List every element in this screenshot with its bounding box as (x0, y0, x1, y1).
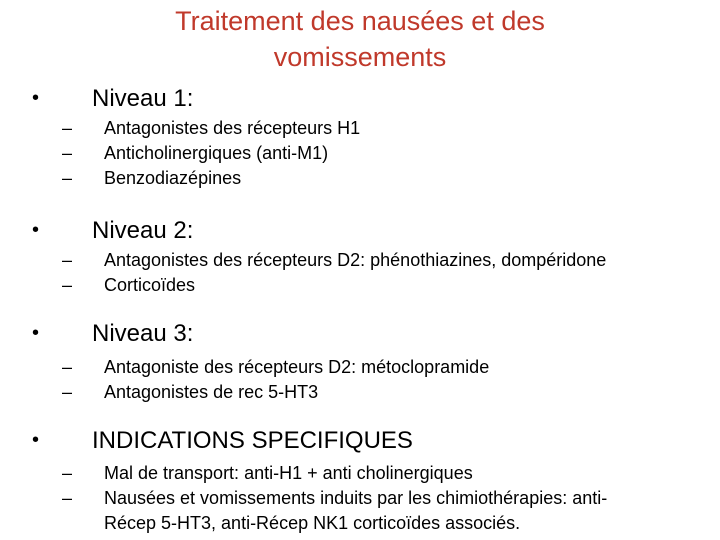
section-heading-niveau-3 (0, 320, 720, 354)
list-item-text: Antagonistes des récepteurs H1 (104, 118, 361, 138)
list-item-text: Antagonistes des récepteurs D2: phénothiazines, dompéridone (104, 250, 607, 270)
list-item-text: Récep 5-HT3, anti-Récep NK1 corticoïdes associés. (104, 513, 521, 533)
list-item-text: Corticoïdes (104, 275, 196, 295)
list-item-text: Nausées et vomissements induits par les chimiothérapies: anti- (104, 488, 608, 508)
section-heading-niveau-1 (0, 85, 720, 119)
section-heading-text: INDICATIONS SPECIFIQUES (92, 427, 413, 454)
section-heading-niveau-2 (0, 217, 720, 251)
bullet-icon: • (32, 87, 40, 109)
dash-icon: – (62, 143, 73, 163)
dash-icon: – (62, 275, 73, 295)
list-item-text: Mal de transport: anti-H1 + anti cholinergiques (104, 463, 473, 483)
list-item-text: Antagonistes de rec 5-HT3 (104, 382, 319, 402)
section-heading-indications (0, 427, 720, 461)
bullet-icon: • (32, 322, 40, 344)
section-heading-text: Niveau 2: (92, 217, 194, 244)
dash-icon: – (62, 118, 73, 138)
dash-icon: – (62, 488, 73, 508)
slide-title-line-2: vomissements (273, 42, 447, 72)
bullet-icon: • (32, 219, 40, 241)
list-item-text: Benzodiazépines (104, 168, 242, 188)
bullet-icon: • (32, 429, 40, 451)
dash-icon: – (62, 168, 73, 188)
list-item-text: Antagoniste des récepteurs D2: métoclopramide (104, 357, 490, 377)
slide-title (60, 3, 660, 75)
slide-title-line-1: Traitement des nausées et des (175, 6, 545, 36)
dash-icon: – (62, 250, 73, 270)
dash-icon: – (62, 463, 73, 483)
section-heading-text: Niveau 3: (92, 320, 194, 347)
section-heading-text: Niveau 1: (92, 85, 194, 112)
dash-icon: – (62, 382, 73, 402)
dash-icon: – (62, 357, 73, 377)
list-item-text: Anticholinergiques (anti-M1) (104, 143, 329, 163)
